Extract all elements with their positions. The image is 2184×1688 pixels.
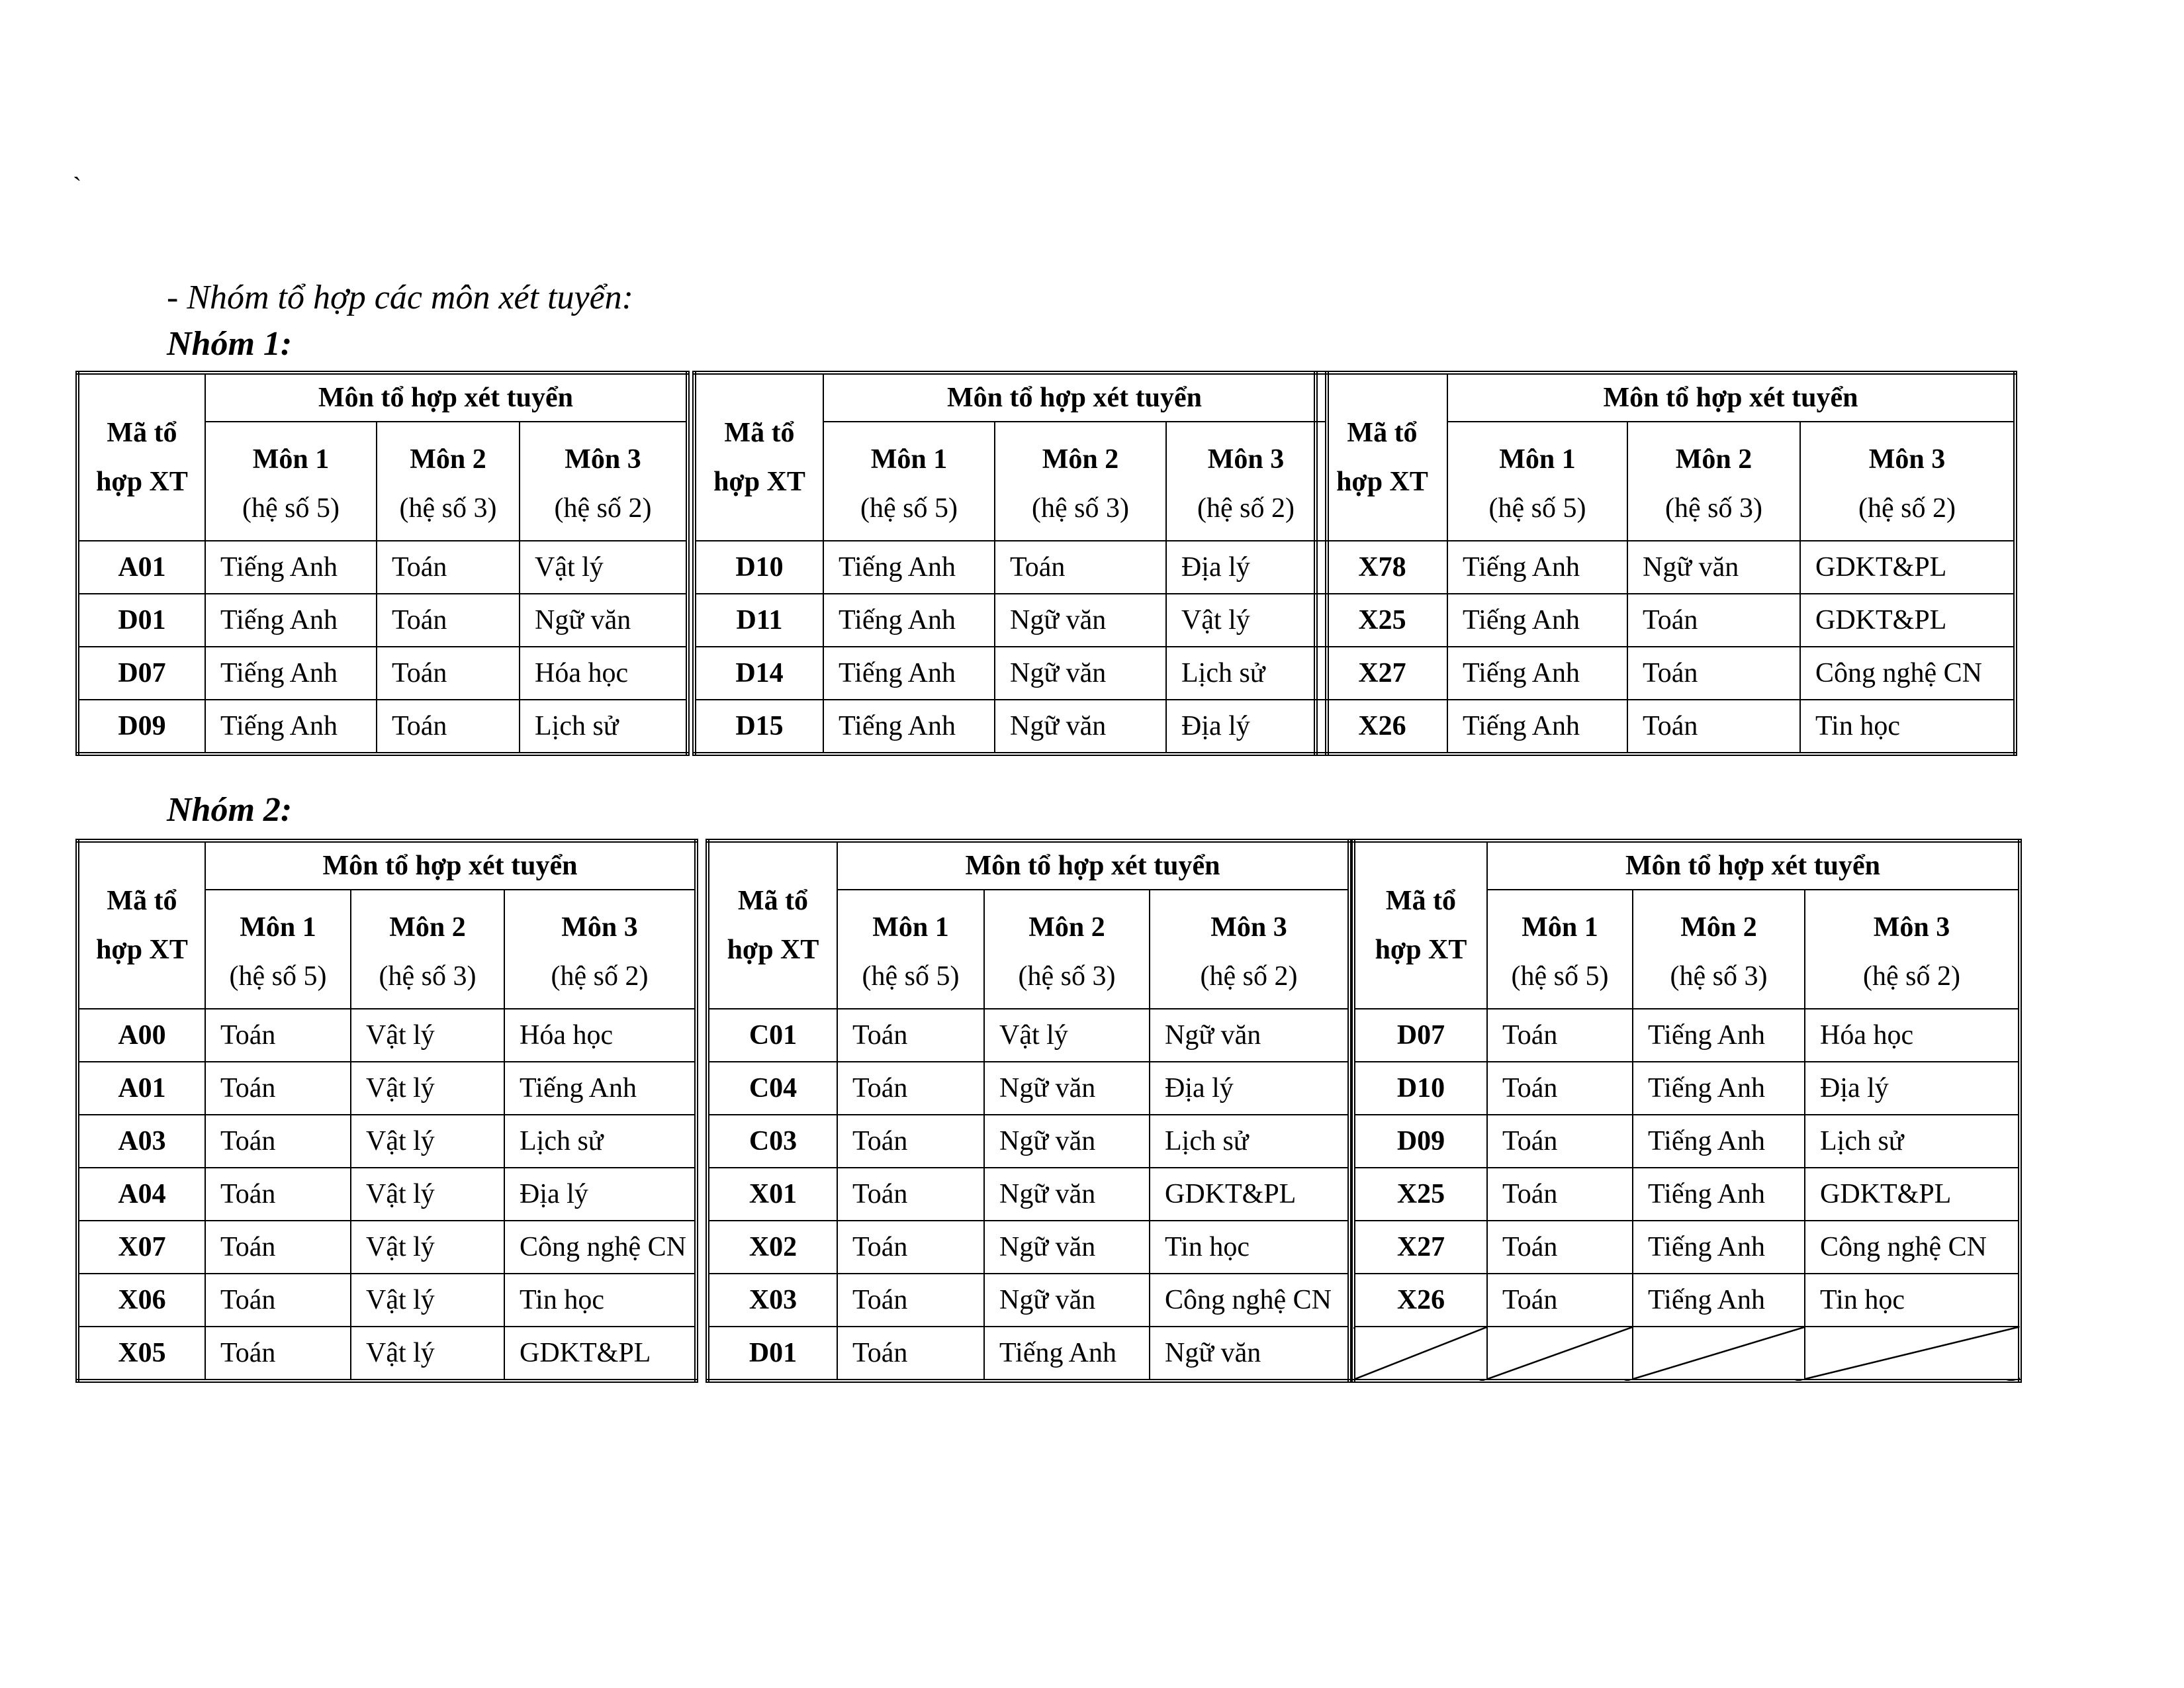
subject-3-label: Môn 3	[1207, 444, 1285, 475]
combination-code: D01	[707, 1327, 837, 1381]
subject-3-cell: GDKT&PL	[1150, 1168, 1349, 1221]
table-row	[1316, 541, 2015, 594]
subject-1-coefficient: (hệ số 5)	[242, 493, 340, 524]
subject-group-header: Môn tổ hợp xét tuyển	[205, 841, 696, 890]
subject-1-cell: Toán	[1487, 1221, 1633, 1274]
subject-2-cell: Ngữ văn	[995, 700, 1166, 754]
subject-3-cell: Địa lý	[1166, 541, 1327, 594]
subject-3-header	[1166, 422, 1327, 541]
subject-3-cell: Công nghệ CN	[1150, 1274, 1349, 1327]
subject-1-cell: Toán	[205, 1221, 351, 1274]
subject-2-header	[377, 422, 520, 541]
subject-3-cell: Tin học	[1150, 1221, 1349, 1274]
subject-3-cell: Địa lý	[504, 1168, 696, 1221]
combination-code-header-label: Mã tổ hợp XT	[96, 418, 188, 497]
subject-2-header	[351, 890, 504, 1009]
subject-1-cell: Tiếng Anh	[205, 594, 377, 647]
subject-3-header	[1150, 890, 1349, 1009]
subject-group-header: Môn tổ hợp xét tuyển	[837, 841, 1349, 890]
combination-code-header	[1316, 373, 1447, 541]
subject-2-cell: Tiếng Anh	[1633, 1274, 1805, 1327]
table-row	[77, 541, 688, 594]
stray-mark: `	[73, 171, 82, 201]
subject-2-cell: Tiếng Anh	[984, 1327, 1150, 1381]
combination-code: D10	[694, 541, 823, 594]
subject-3-coefficient: (hệ số 2)	[1197, 493, 1295, 524]
subject-2-label: Môn 2	[1042, 444, 1119, 475]
header-row	[77, 373, 688, 422]
table-row	[1316, 647, 2015, 700]
subject-group-header: Môn tổ hợp xét tuyển	[1487, 841, 2020, 890]
combination-code-header	[694, 373, 823, 541]
combination-code: D14	[694, 647, 823, 700]
subject-1-cell: Tiếng Anh	[823, 594, 995, 647]
subject-3-cell: Công nghệ CN	[1800, 647, 2015, 700]
combination-code: X27	[1353, 1221, 1487, 1274]
subject-2-cell: Vật lý	[351, 1274, 504, 1327]
subject-3-label: Môn 3	[565, 444, 641, 475]
table-row	[1353, 1009, 2020, 1062]
table-row	[1316, 700, 2015, 754]
header-row	[1316, 373, 2015, 422]
combination-code-header	[77, 841, 205, 1009]
subject-1-cell: Tiếng Anh	[823, 647, 995, 700]
subject-3-cell: Địa lý	[1150, 1062, 1349, 1115]
subject-2-cell: Tiếng Anh	[1633, 1115, 1805, 1168]
combination-code: X26	[1316, 700, 1447, 754]
subject-2-cell: Vật lý	[351, 1009, 504, 1062]
subject-3-cell: Địa lý	[1805, 1062, 2020, 1115]
subject-3-header	[504, 890, 696, 1009]
combination-code: X25	[1353, 1168, 1487, 1221]
intro-heading: - Nhóm tổ hợp các môn xét tuyển:	[167, 279, 633, 316]
subject-1-cell: Toán	[837, 1115, 984, 1168]
group1-table-2	[692, 371, 1329, 756]
table-row	[77, 1115, 696, 1168]
combination-code: X06	[77, 1274, 205, 1327]
subject-1-header	[205, 422, 377, 541]
subject-3-cell: Vật lý	[1166, 594, 1327, 647]
subject-2-label: Môn 2	[389, 912, 466, 943]
subject-1-label: Môn 1	[252, 444, 330, 475]
combination-code: D10	[1353, 1062, 1487, 1115]
subject-1-cell: Tiếng Anh	[1447, 700, 1627, 754]
subject-1-cell: Tiếng Anh	[1447, 541, 1627, 594]
subject-3-cell: Hóa học	[504, 1009, 696, 1062]
subject-2-cell: Toán	[995, 541, 1166, 594]
subject-1-cell: Toán	[837, 1168, 984, 1221]
table-row	[1353, 1168, 2020, 1221]
group2-table-1	[75, 839, 698, 1383]
subject-2-header	[984, 890, 1150, 1009]
subject-2-cell: Vật lý	[351, 1062, 504, 1115]
combination-code-header	[1353, 841, 1487, 1009]
table-row	[1353, 1062, 2020, 1115]
subject-1-cell: Toán	[1487, 1274, 1633, 1327]
crossed-out-cell	[1633, 1327, 1805, 1381]
subject-3-label: Môn 3	[1210, 912, 1287, 943]
subject-2-header	[995, 422, 1166, 541]
combination-code: C04	[707, 1062, 837, 1115]
subject-3-label: Môn 3	[1868, 444, 1946, 475]
header-row	[707, 841, 1349, 890]
subject-2-label: Môn 2	[1680, 912, 1757, 943]
table-row	[707, 1009, 1349, 1062]
combination-code-header-label: Mã tổ hợp XT	[727, 886, 819, 965]
combination-code: X02	[707, 1221, 837, 1274]
subject-1-cell: Tiếng Anh	[1447, 647, 1627, 700]
table-row	[1353, 1115, 2020, 1168]
subject-1-cell: Toán	[837, 1274, 984, 1327]
subject-2-cell: Vật lý	[351, 1168, 504, 1221]
crossed-out-cell	[1487, 1327, 1633, 1381]
combination-code: X25	[1316, 594, 1447, 647]
subject-1-cell: Toán	[1487, 1168, 1633, 1221]
subject-1-cell: Tiếng Anh	[205, 700, 377, 754]
subject-3-coefficient: (hệ số 2)	[1200, 961, 1298, 992]
header-row	[77, 841, 696, 890]
header-row	[694, 373, 1327, 422]
group-2-title: Nhóm 2:	[167, 791, 293, 829]
subject-1-cell: Tiếng Anh	[205, 647, 377, 700]
subject-3-cell: Tin học	[1800, 700, 2015, 754]
combination-code: X26	[1353, 1274, 1487, 1327]
subject-1-cell: Toán	[1487, 1115, 1633, 1168]
table-row	[77, 594, 688, 647]
table-row	[77, 647, 688, 700]
subject-2-cell: Ngữ văn	[984, 1115, 1150, 1168]
table-row	[707, 1274, 1349, 1327]
subject-1-coefficient: (hệ số 5)	[1511, 961, 1609, 992]
crossed-out-cell	[1805, 1327, 2020, 1381]
subject-2-cell: Toán	[1627, 594, 1800, 647]
table-row	[694, 594, 1327, 647]
combination-code-header-label: Mã tổ hợp XT	[713, 418, 805, 497]
subject-3-cell: Lịch sử	[504, 1115, 696, 1168]
subject-1-label: Môn 1	[872, 912, 949, 943]
combination-code: A04	[77, 1168, 205, 1221]
subject-2-cell: Ngữ văn	[984, 1168, 1150, 1221]
table-row	[77, 1221, 696, 1274]
subject-2-cell: Vật lý	[351, 1327, 504, 1381]
subject-1-coefficient: (hệ số 5)	[1488, 493, 1586, 524]
subject-1-label: Môn 1	[240, 912, 316, 943]
subject-2-cell: Toán	[377, 541, 520, 594]
subject-2-cell: Tiếng Anh	[1633, 1221, 1805, 1274]
subject-2-cell: Ngữ văn	[995, 594, 1166, 647]
subject-3-cell: Hóa học	[520, 647, 688, 700]
combination-code-header	[77, 373, 205, 541]
subject-group-header: Môn tổ hợp xét tuyển	[1447, 373, 2015, 422]
subject-2-label: Môn 2	[1028, 912, 1105, 943]
subject-1-label: Môn 1	[1499, 444, 1576, 475]
subject-2-cell: Ngữ văn	[1627, 541, 1800, 594]
combination-code: A01	[77, 1062, 205, 1115]
table-row	[694, 541, 1327, 594]
subject-2-header	[1633, 890, 1805, 1009]
subject-3-header	[1800, 422, 2015, 541]
combination-code-header	[707, 841, 837, 1009]
subject-3-cell: Ngữ văn	[1150, 1009, 1349, 1062]
combination-code: D15	[694, 700, 823, 754]
combination-code: D07	[77, 647, 205, 700]
combination-code-header-label: Mã tổ hợp XT	[96, 886, 188, 965]
subject-3-cell: Tiếng Anh	[504, 1062, 696, 1115]
subject-3-cell: Lịch sử	[1150, 1115, 1349, 1168]
table-row	[707, 1327, 1349, 1381]
combination-code: A00	[77, 1009, 205, 1062]
combination-code: A03	[77, 1115, 205, 1168]
subject-3-cell: Lịch sử	[1805, 1115, 2020, 1168]
combination-code: A01	[77, 541, 205, 594]
combination-code: C01	[707, 1009, 837, 1062]
subject-2-cell: Toán	[1627, 647, 1800, 700]
subject-1-cell: Toán	[205, 1115, 351, 1168]
group1-table-3	[1314, 371, 2017, 756]
group1-table-1	[75, 371, 690, 756]
subject-3-cell: Ngữ văn	[520, 594, 688, 647]
subject-2-cell: Toán	[377, 594, 520, 647]
subject-1-label: Môn 1	[1522, 912, 1598, 943]
subject-1-header	[1447, 422, 1627, 541]
subject-3-cell: GDKT&PL	[1805, 1168, 2020, 1221]
combination-code-header-label: Mã tổ hợp XT	[1336, 418, 1428, 497]
table-row	[1316, 594, 2015, 647]
combination-code: D07	[1353, 1009, 1487, 1062]
subject-2-cell: Ngữ văn	[984, 1274, 1150, 1327]
subject-3-cell: Công nghệ CN	[504, 1221, 696, 1274]
table-row	[77, 700, 688, 754]
table-row	[707, 1062, 1349, 1115]
subject-2-cell: Ngữ văn	[984, 1221, 1150, 1274]
table-row	[707, 1221, 1349, 1274]
subject-3-cell: Hóa học	[1805, 1009, 2020, 1062]
header-row	[1353, 841, 2020, 890]
subject-1-header	[1487, 890, 1633, 1009]
subject-1-cell: Toán	[837, 1327, 984, 1381]
subject-1-cell: Toán	[205, 1327, 351, 1381]
subject-2-coefficient: (hệ số 3)	[399, 493, 497, 524]
subject-2-header	[1627, 422, 1800, 541]
subject-1-cell: Tiếng Anh	[1447, 594, 1627, 647]
combination-code: X05	[77, 1327, 205, 1381]
subject-1-cell: Toán	[837, 1062, 984, 1115]
subject-2-cell: Vật lý	[984, 1009, 1150, 1062]
subject-2-cell: Tiếng Anh	[1633, 1168, 1805, 1221]
table-row	[1353, 1221, 2020, 1274]
subject-1-cell: Toán	[1487, 1062, 1633, 1115]
subject-2-cell: Vật lý	[351, 1221, 504, 1274]
subject-3-cell: Tin học	[504, 1274, 696, 1327]
subject-2-label: Môn 2	[1675, 444, 1752, 475]
subject-3-header	[1805, 890, 2020, 1009]
subject-2-cell: Toán	[1627, 700, 1800, 754]
subject-1-header	[837, 890, 984, 1009]
combination-code: D09	[1353, 1115, 1487, 1168]
table-row	[77, 1168, 696, 1221]
subject-3-coefficient: (hệ số 2)	[551, 961, 649, 992]
subject-3-cell: Lịch sử	[1166, 647, 1327, 700]
subject-2-cell: Tiếng Anh	[1633, 1062, 1805, 1115]
subject-2-cell: Vật lý	[351, 1115, 504, 1168]
combination-code: X03	[707, 1274, 837, 1327]
subject-2-coefficient: (hệ số 3)	[1018, 961, 1116, 992]
combination-code: X07	[77, 1221, 205, 1274]
subject-3-label: Môn 3	[561, 912, 638, 943]
combination-code: X01	[707, 1168, 837, 1221]
subject-1-cell: Toán	[205, 1009, 351, 1062]
subject-3-cell: GDKT&PL	[504, 1327, 696, 1381]
group-1-title: Nhóm 1:	[167, 325, 293, 363]
subject-2-label: Môn 2	[410, 444, 486, 475]
subject-3-label: Môn 3	[1873, 912, 1950, 943]
subject-3-cell: Vật lý	[520, 541, 688, 594]
subject-1-coefficient: (hệ số 5)	[862, 961, 960, 992]
subject-2-coefficient: (hệ số 3)	[1665, 493, 1762, 524]
subject-1-cell: Toán	[205, 1168, 351, 1221]
subject-2-coefficient: (hệ số 3)	[1670, 961, 1768, 992]
subject-1-cell: Toán	[205, 1274, 351, 1327]
subject-group-header: Môn tổ hợp xét tuyển	[205, 373, 688, 422]
table-row	[707, 1115, 1349, 1168]
subject-1-cell: Tiếng Anh	[205, 541, 377, 594]
subject-1-coefficient: (hệ số 5)	[860, 493, 958, 524]
subject-1-cell: Toán	[837, 1221, 984, 1274]
subject-2-coefficient: (hệ số 3)	[379, 961, 477, 992]
subject-2-cell: Ngữ văn	[995, 647, 1166, 700]
table-row	[77, 1062, 696, 1115]
subject-3-coefficient: (hệ số 2)	[1863, 961, 1960, 992]
subject-1-coefficient: (hệ số 5)	[229, 961, 327, 992]
subject-1-cell: Toán	[205, 1062, 351, 1115]
subject-2-coefficient: (hệ số 3)	[1032, 493, 1129, 524]
subject-3-cell: GDKT&PL	[1800, 594, 2015, 647]
combination-code: D09	[77, 700, 205, 754]
subject-1-header	[205, 890, 351, 1009]
subject-3-cell: Địa lý	[1166, 700, 1327, 754]
subject-1-cell: Toán	[837, 1009, 984, 1062]
crossed-out-row	[1353, 1327, 2020, 1381]
subject-3-coefficient: (hệ số 2)	[554, 493, 652, 524]
table-row	[77, 1009, 696, 1062]
subject-1-cell: Toán	[1487, 1009, 1633, 1062]
subject-1-cell: Tiếng Anh	[823, 541, 995, 594]
combination-code: X27	[1316, 647, 1447, 700]
subject-2-cell: Tiếng Anh	[1633, 1009, 1805, 1062]
table-row	[1353, 1274, 2020, 1327]
subject-3-cell: GDKT&PL	[1800, 541, 2015, 594]
combination-code: X78	[1316, 541, 1447, 594]
combination-code: D11	[694, 594, 823, 647]
subject-2-cell: Toán	[377, 647, 520, 700]
subject-1-header	[823, 422, 995, 541]
table-row	[77, 1274, 696, 1327]
combination-code: C03	[707, 1115, 837, 1168]
table-row	[77, 1327, 696, 1381]
subject-3-cell: Lịch sử	[520, 700, 688, 754]
subject-2-cell: Toán	[377, 700, 520, 754]
combination-code: D01	[77, 594, 205, 647]
subject-2-cell: Ngữ văn	[984, 1062, 1150, 1115]
combination-code-header-label: Mã tổ hợp XT	[1375, 886, 1467, 965]
subject-1-label: Môn 1	[870, 444, 948, 475]
crossed-out-cell	[1353, 1327, 1487, 1381]
table-row	[707, 1168, 1349, 1221]
subject-3-cell: Tin học	[1805, 1274, 2020, 1327]
subject-1-cell: Tiếng Anh	[823, 700, 995, 754]
subject-3-header	[520, 422, 688, 541]
subject-3-coefficient: (hệ số 2)	[1858, 493, 1956, 524]
table-row	[694, 700, 1327, 754]
subject-group-header: Môn tổ hợp xét tuyển	[823, 373, 1327, 422]
group2-table-3	[1351, 839, 2022, 1383]
subject-3-cell: Ngữ văn	[1150, 1327, 1349, 1381]
table-row	[694, 647, 1327, 700]
group2-table-2	[705, 839, 1351, 1383]
subject-3-cell: Công nghệ CN	[1805, 1221, 2020, 1274]
